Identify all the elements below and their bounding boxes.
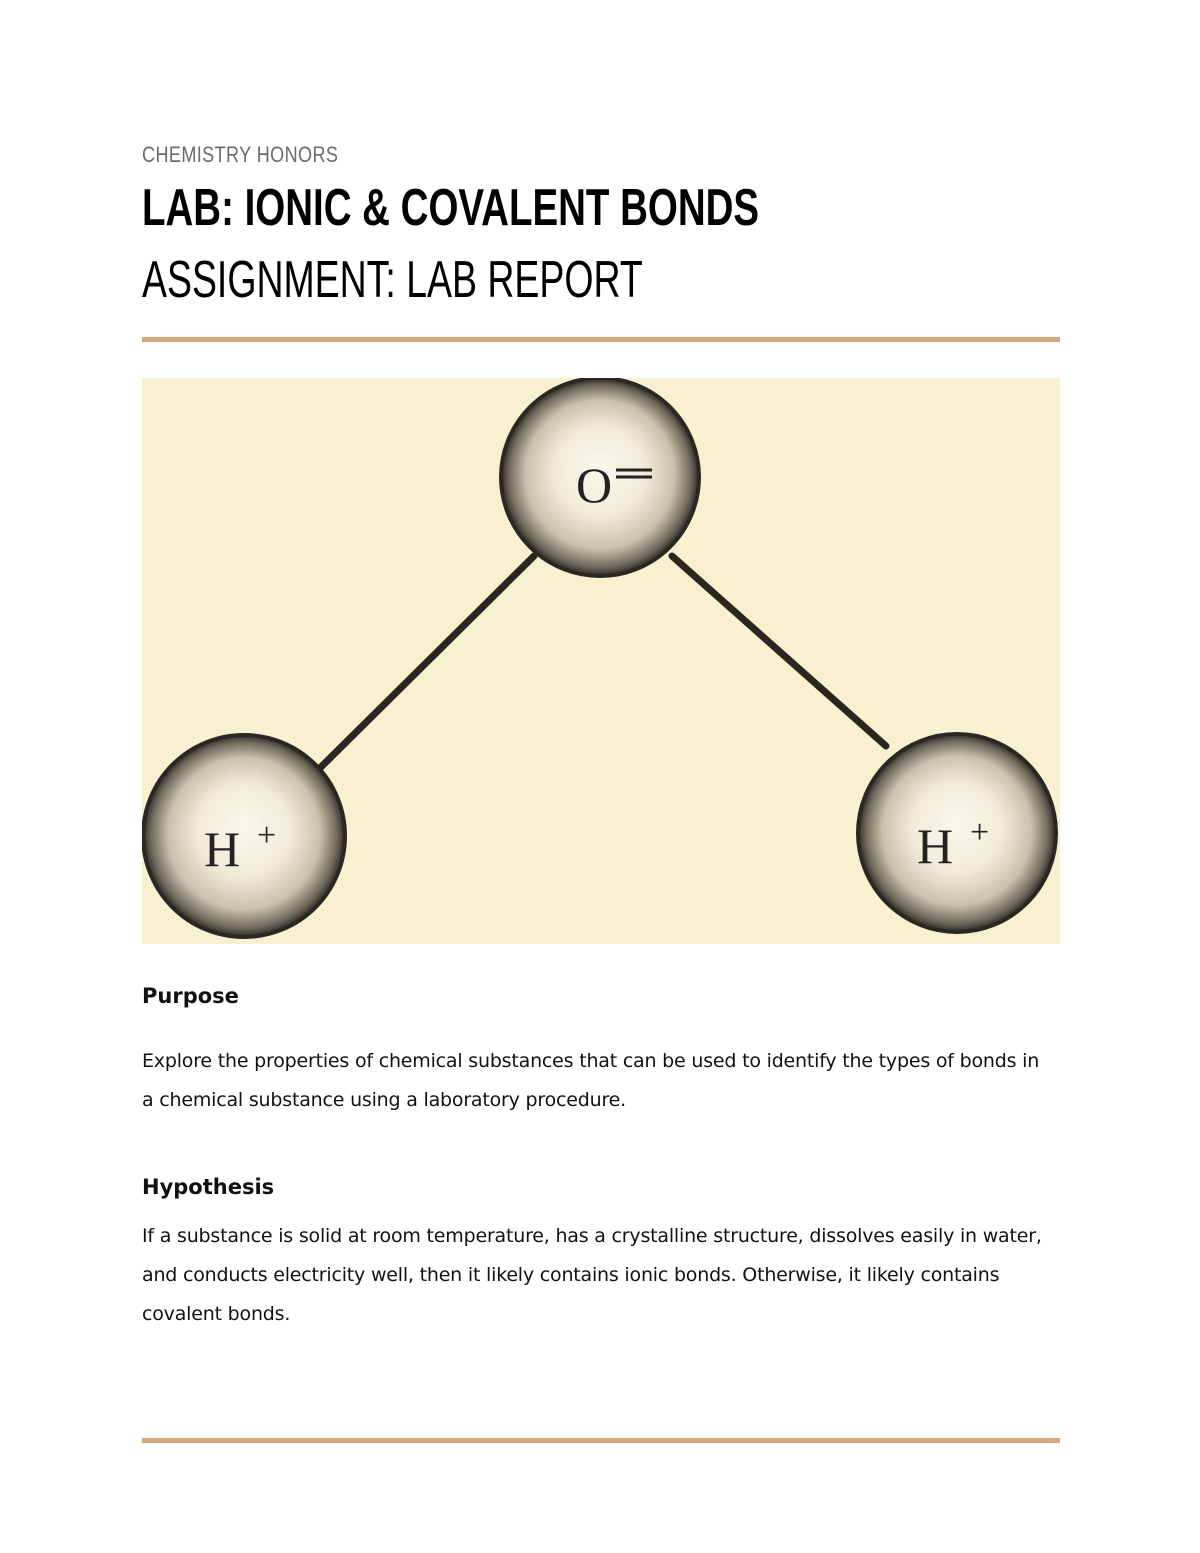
water-molecule-figure — [142, 378, 1060, 944]
hydrogen-atom-left — [143, 735, 345, 937]
hypothesis-text: If a substance is solid at room temperature, has a crystalline structure, dissolves easily in water, and conducts electricity well, then it likely contains ionic bonds. Otherwise, it likely contains covalent bonds. — [142, 1225, 1042, 1325]
lab-title: LAB: IONIC & COVALENT BONDS — [142, 179, 760, 237]
oxygen-atom — [501, 378, 699, 576]
document-page — [142, 0, 1060, 1553]
purpose-heading: Purpose — [142, 984, 239, 1008]
svg-text:+: + — [257, 817, 277, 854]
course-name: CHEMISTRY HONORS — [142, 142, 339, 167]
svg-text:+: + — [970, 814, 990, 851]
bottom-divider — [142, 1438, 1060, 1443]
hydrogen-right-label: H — [917, 818, 954, 874]
oxygen-label: O — [576, 457, 613, 513]
hydrogen-left-label: H — [204, 821, 241, 877]
hydrogen-atom-right — [858, 734, 1056, 932]
purpose-text: Explore the properties of chemical substances that can be used to identify the types of bonds in a chemical substance using a laboratory procedure. — [142, 1050, 1040, 1111]
bond-right — [672, 556, 886, 746]
bond-left — [320, 556, 534, 768]
assignment-subtitle: ASSIGNMENT: LAB REPORT — [142, 251, 643, 309]
water-molecule-diagram — [142, 378, 1060, 944]
top-divider — [142, 337, 1060, 342]
hypothesis-heading: Hypothesis — [142, 1175, 275, 1199]
